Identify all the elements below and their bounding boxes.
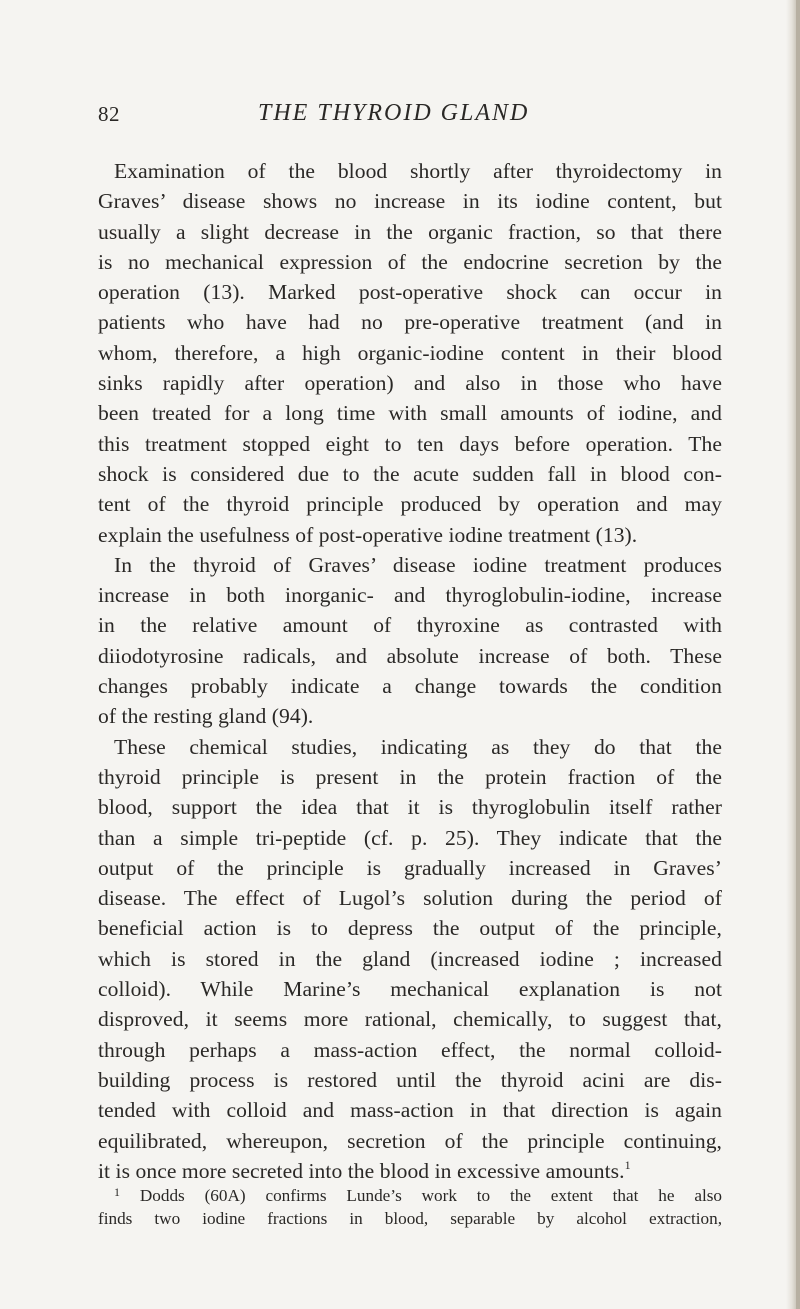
- text-line: operation (13). Marked post-operative shock can occur in: [98, 280, 722, 305]
- text-line: whom, therefore, a high organic-iodine content in their blood: [98, 340, 722, 365]
- text-line: this treatment stopped eight to ten days before operation. The: [98, 431, 722, 456]
- text-line: Examination of the blood shortly after thyroidectomy in: [114, 159, 722, 183]
- text-line: usually a slight decrease in the organic fraction, so that there: [98, 219, 722, 244]
- text-line: through perhaps a mass-action effect, the normal colloid-: [98, 1037, 722, 1062]
- text-line: diiodotyrosine radicals, and absolute increase of both. These: [98, 643, 722, 668]
- page-number: 82: [98, 102, 120, 126]
- text-line: explain the usefulness of post-operative iodine treatment (13).: [98, 522, 638, 547]
- text-line: disease. The effect of Lugol’s solution during the period of: [98, 886, 722, 911]
- text-line: than a simple tri-peptide (cf. p. 25). They indicate that the: [98, 825, 722, 850]
- text-line: equilibrated, whereupon, secretion of the principle continuing,: [98, 1128, 722, 1153]
- text-line: increase in both inorganic- and thyroglobulin-iodine, increase: [98, 583, 722, 608]
- footnote-text: Dodds (60A) confirms Lunde’s work to the extent that he also: [139, 1186, 723, 1205]
- text-line: tent of the thyroid principle produced by operation and may: [98, 492, 722, 517]
- text-line: changes probably indicate a change towards the condition: [98, 674, 722, 699]
- footnote-reference: 1: [624, 1157, 631, 1172]
- body-text: [98, 156, 722, 1186]
- footnote-line: finds two iodine fractions in blood, separable by alcohol extraction,: [98, 1209, 722, 1228]
- text-line: output of the principle is gradually increased in Graves’: [98, 855, 722, 880]
- text-line: been treated for a long time with small amounts of iodine, and: [98, 401, 722, 426]
- text-line: Graves’ disease shows no increase in its iodine content, but: [98, 189, 722, 214]
- text-line-content: it is once more secreted into the blood in excessive amounts.: [98, 1158, 625, 1183]
- text-line: of the resting gland (94).: [98, 704, 314, 729]
- text-line: is no mechanical expression of the endocrine secretion by the: [98, 249, 722, 274]
- text-line: patients who have had no pre-operative treatment (and in: [98, 310, 722, 335]
- text-line: beneficial action is to depress the output of the principle,: [98, 916, 722, 941]
- page-edge: [796, 0, 800, 1309]
- text-line: in the relative amount of thyroxine as contrasted with: [98, 613, 722, 638]
- text-line: shock is considered due to the acute sudden fall in blood con-: [98, 461, 722, 486]
- footnote-marker: 1: [114, 1185, 120, 1199]
- text-line: These chemical studies, indicating as they do that the: [114, 734, 722, 759]
- text-line: sinks rapidly after operation) and also in those who have: [98, 371, 722, 396]
- text-line: disproved, it seems more rational, chemically, to suggest that,: [98, 1007, 722, 1032]
- text-line: building process is restored until the thyroid acini are dis-: [98, 1067, 722, 1092]
- text-line: In the thyroid of Graves’ disease iodine treatment produces: [114, 552, 722, 577]
- footnote-line: [98, 1184, 722, 1207]
- page-header: [98, 102, 718, 142]
- text-line: colloid). While Marine’s mechanical explanation is not: [98, 977, 722, 1002]
- text-line: blood, support the idea that it is thyroglobulin itself rather: [98, 795, 722, 820]
- text-line: which is stored in the gland (increased iodine ; increased: [98, 946, 722, 971]
- text-line: thyroid principle is present in the protein fraction of the: [98, 764, 722, 789]
- running-title: THE THYROID GLAND: [258, 100, 530, 126]
- text-line: tended with colloid and mass-action in that direction is again: [98, 1098, 722, 1123]
- footnote: [98, 1184, 722, 1230]
- text-line: [98, 1156, 722, 1186]
